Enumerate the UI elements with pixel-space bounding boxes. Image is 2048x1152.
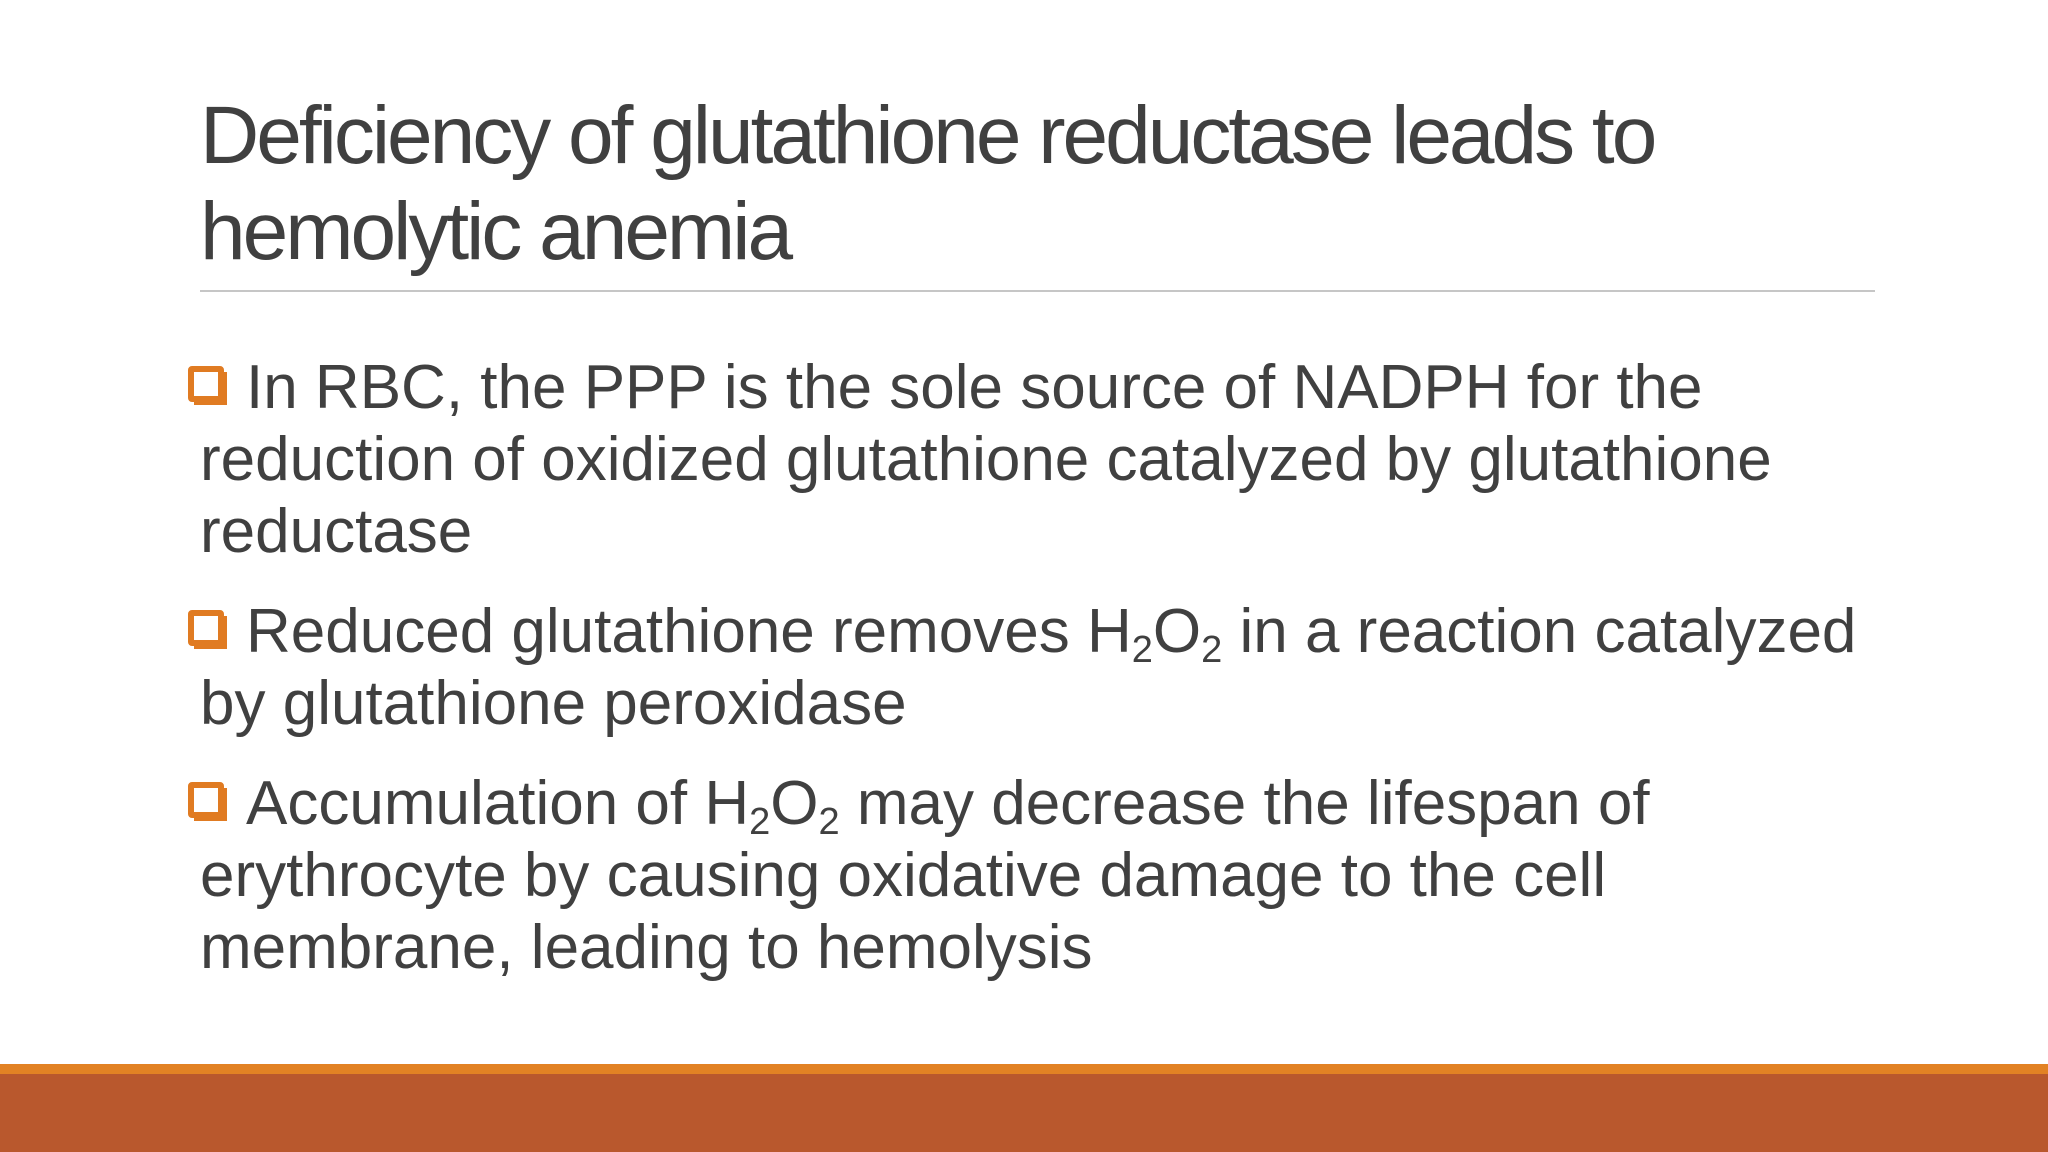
bullet-text: In RBC, the PPP is the sole source of NADPH for the reduction of oxidized glutathione catalyzed by glutathione reductase bbox=[200, 353, 1772, 566]
bullet-text-part: O bbox=[770, 769, 819, 838]
bullet-text-part: Reduced glutathione removes H bbox=[246, 597, 1132, 666]
subscript: 2 bbox=[749, 801, 771, 843]
bullet-list bbox=[200, 352, 1900, 1012]
bullet-text-part: may decrease the lifespan of erythrocyte by causing oxidative damage to the cell membrane, leading to hemolysis bbox=[200, 769, 1650, 982]
bullet-text-part: in a reaction catalyzed by glutathione peroxidase bbox=[200, 597, 1857, 738]
title-divider bbox=[200, 290, 1875, 292]
bullet-text-part: Accumulation of H bbox=[246, 769, 750, 838]
bullet-text-part: O bbox=[1152, 597, 1202, 666]
footer-bar bbox=[0, 1074, 2048, 1152]
bullet-text bbox=[200, 596, 1900, 740]
subscript: 2 bbox=[1131, 629, 1153, 671]
checkbox-bullet-icon bbox=[188, 366, 224, 402]
bullet-item-3 bbox=[200, 768, 1900, 984]
subscript: 2 bbox=[818, 801, 840, 843]
bullet-text bbox=[200, 768, 1900, 984]
checkbox-bullet-icon bbox=[188, 782, 224, 818]
slide-title: Deficiency of glutathione reductase leads to hemolytic anemia bbox=[200, 90, 1655, 277]
footer-accent-line bbox=[0, 1064, 2048, 1074]
subscript: 2 bbox=[1201, 629, 1223, 671]
bullet-item-2 bbox=[200, 596, 1900, 740]
bullet-item-1 bbox=[200, 352, 1900, 568]
checkbox-bullet-icon bbox=[188, 610, 224, 646]
